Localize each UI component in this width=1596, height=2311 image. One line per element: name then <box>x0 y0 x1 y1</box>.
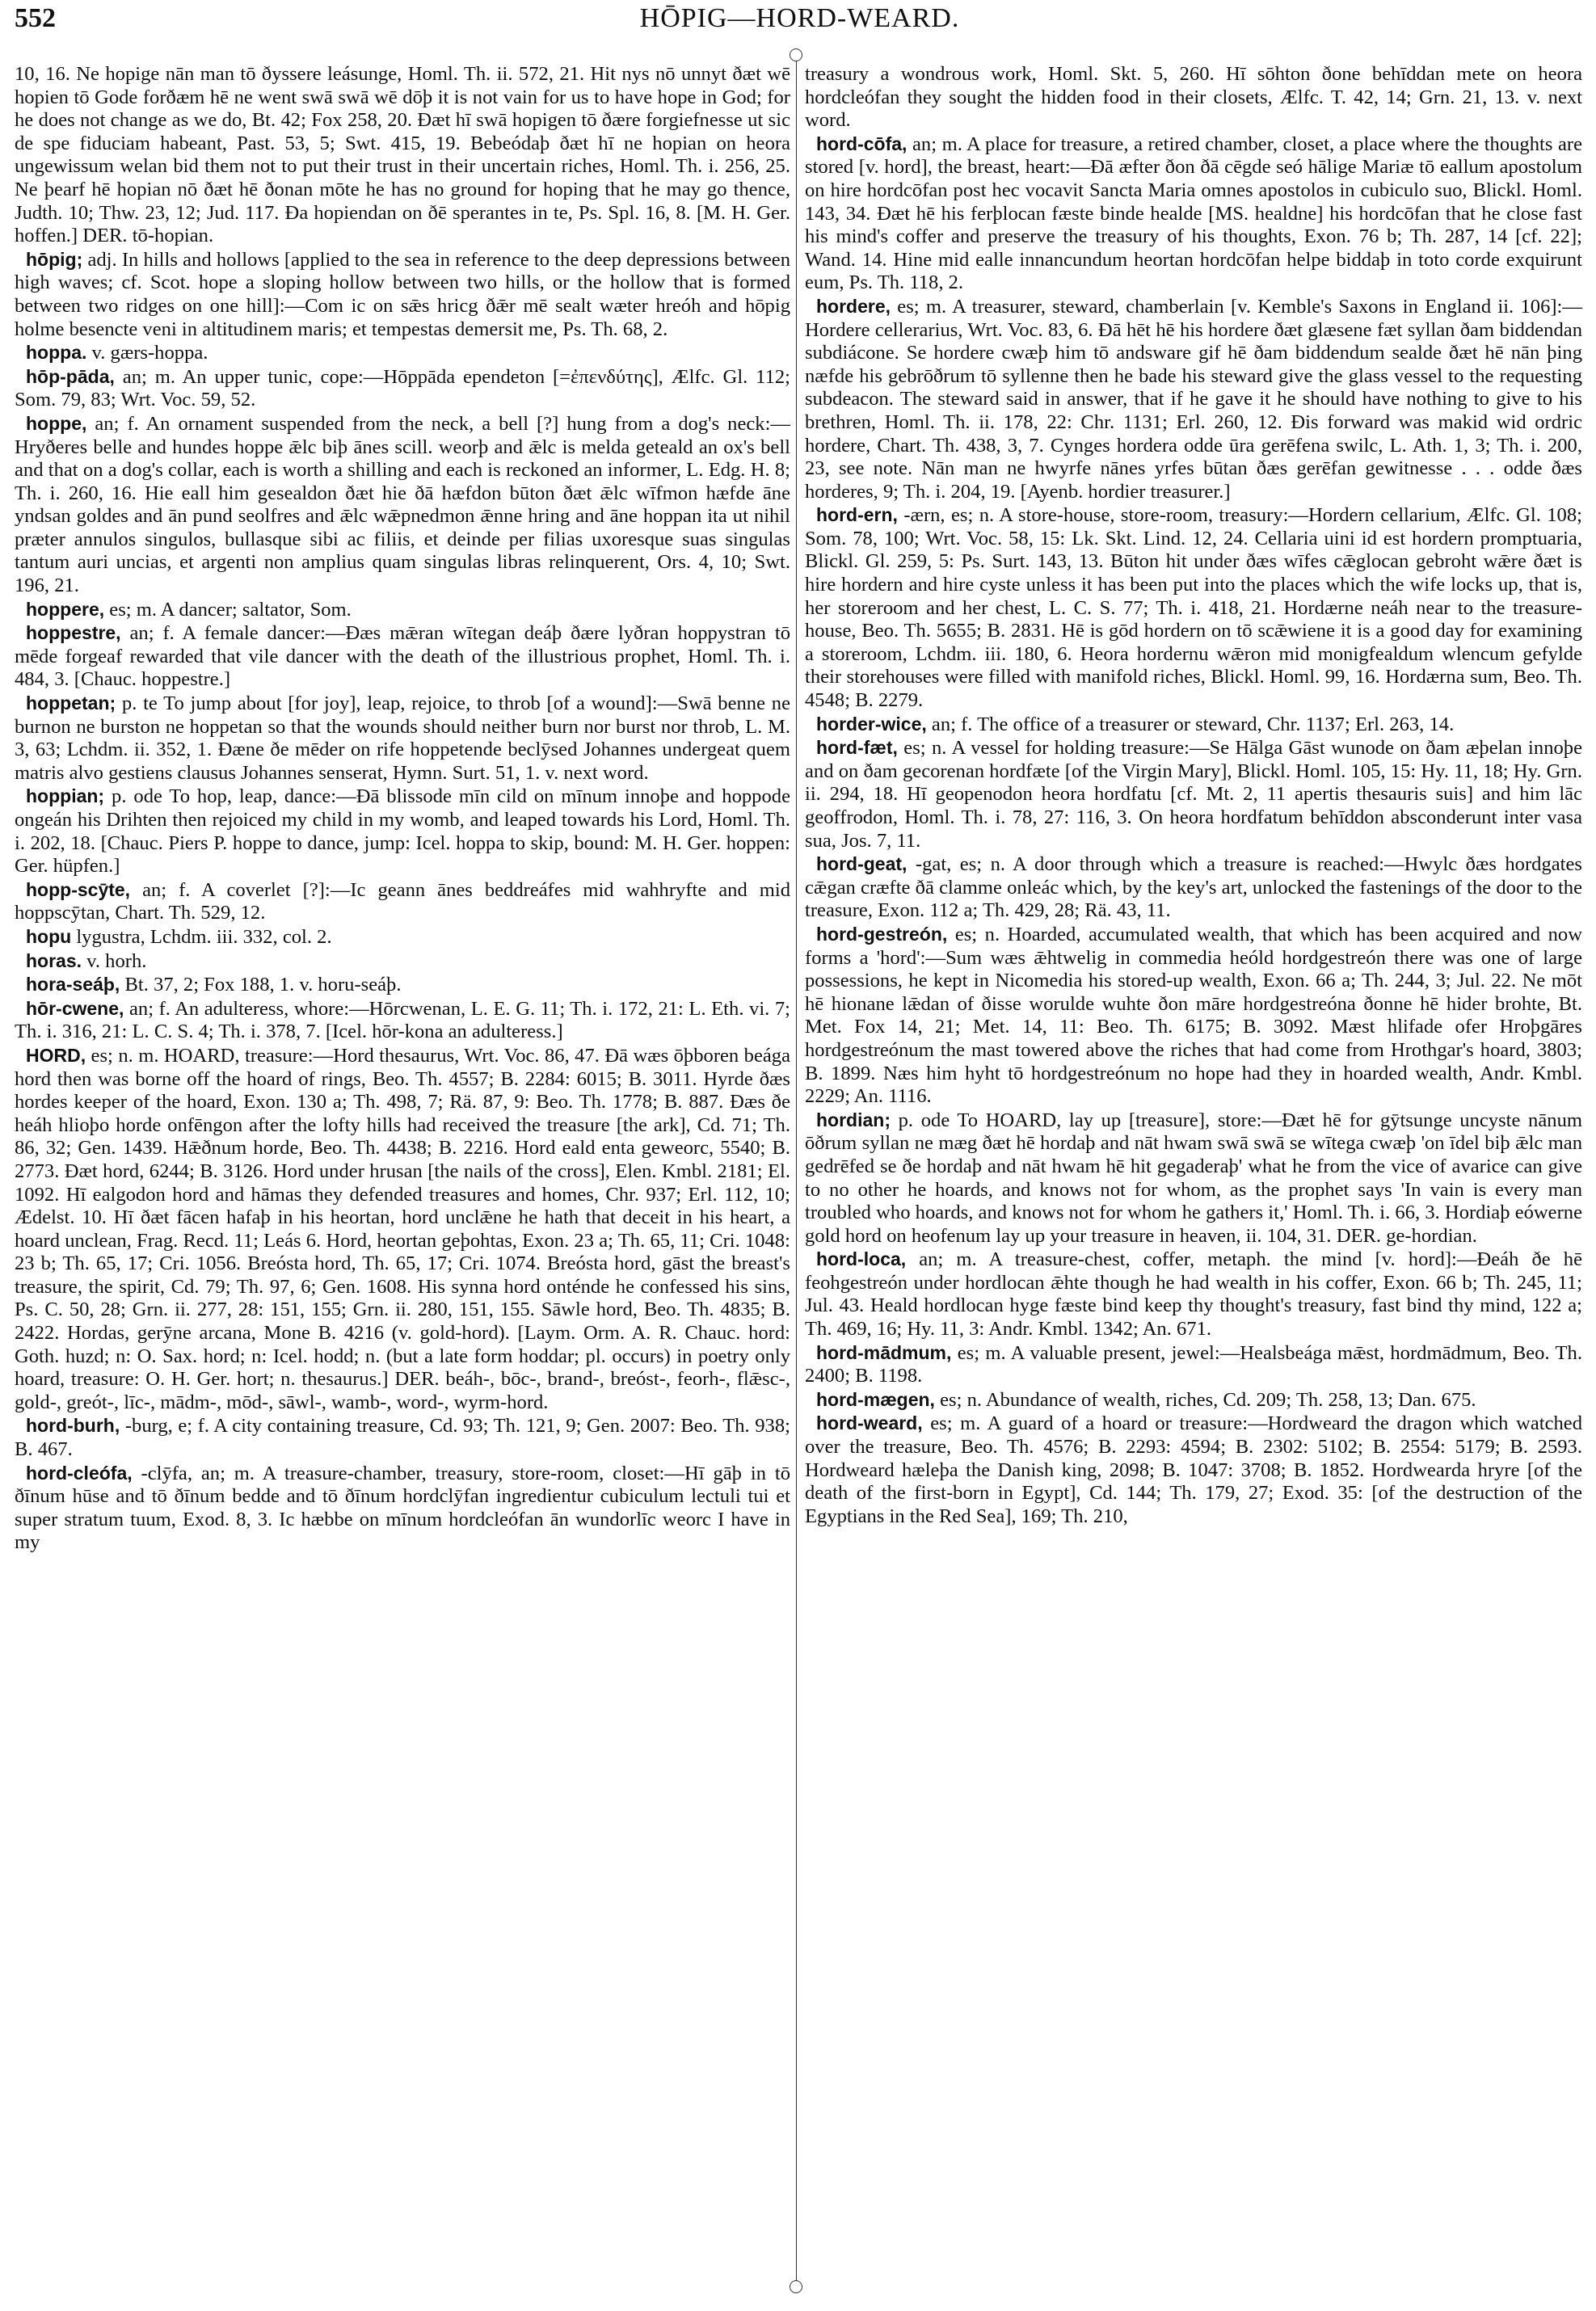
entry-text: es; n. Hoarded, accumulated wealth, that which has been acquired and now forms a 'hord':—Sum wæs ǣhtwelig in commedia heóld hordgestreón there was one of large possessions, he kept in Nicomedia his stored-up wealth, Exon. 66 a; Th. 244, 3; Jul. 22. Ne mōt hē hionane lǣdan of ðisse worulde wuhte ðon māre hordgestreóna ðonne hē hider brohte, Bt. Met. Fox 14, 21; Met. 14, 11: Beo. Th. 6175; B. 3092. Mæst hlifade ofer Hroþgāres hordgestreónum the mast towered above the riches that had come from Hrothgar's hoard, 3803; B. 1899. Næs him hyht tō hordgestreónum no hope had they in hoarded wealth, Andr. Kmbl. 2229; An. 1116. <box>805 923 1582 1108</box>
entry-text: -gat, es; n. A door through which a treasure is reached:—Hwylc ðæs hordgates cǣgan cræfte ðā clamme onleác which, by the key's art, unlocked the fastenings of the door to the treasure, Exon. 112 a; Th. 429, 28; Rä. 43, 11. <box>805 853 1582 922</box>
headword: hopp-scȳte, <box>26 878 131 900</box>
dictionary-entry <box>15 925 790 949</box>
divider-ornament-bottom <box>790 2280 802 2293</box>
headword: hopu <box>26 925 72 947</box>
left-column <box>15 63 790 1555</box>
dictionary-entry <box>805 923 1582 1109</box>
dictionary-entry <box>805 133 1582 295</box>
headword: hord-ern, <box>816 504 898 526</box>
dictionary-entry <box>805 1248 1582 1341</box>
divider-ornament-top <box>790 48 802 61</box>
dictionary-entry <box>805 1109 1582 1248</box>
dictionary-entry <box>15 878 790 925</box>
entry-text: es; m. A valuable present, jewel:—Healsbeága mǣst, hordmādmum, Beo. Th. 2400; B. 1198. <box>805 1341 1582 1387</box>
entry-text: p. ode To hop, leap, dance:—Ðā blissode mīn cild on mīnum innoþe and hoppode ongeán his Drihten then rejoiced my child in my womb, and leaped towards his Lord, Homl. Th. i. 202, 18. [Chauc. Piers P. hoppe to dance, jump: Icel. hoppa to skip, bound: M. H. Ger. hoppen: Ger. hüpfen.] <box>15 785 790 878</box>
headword: hord-gestreón, <box>816 923 948 945</box>
entry-text: p. te To jump about [for joy], leap, rejoice, to throb [of a wound]:—Swā benne ne burnon ne burston ne hoppetan so that the wounds should neither burn nor burst nor throb, L. M. 3, 63; Lchdm. ii. 352, 1. Ðæne ðe mēder on rife hoppetende beclȳsed Johannes undergeat quem matris alvo gestiens clausus Johannes senserat, Hymn. Surt. 51, 1. v. next word. <box>15 692 790 784</box>
entry-text: es; n. m. HOARD, treasure:—Hord thesaurus, Wrt. Voc. 86, 47. Ðā wæs ōþboren beága hord then was borne off the hoard of rings, Beo. Th. 4557; B. 2284: 6015; B. 3011. Hyrde ðæs hordes keeper of the hoard, Exon. 130 a; Th. 498, 7; Rä. 87, 9: Beo. Th. 1778; B. 887. Ðæs ðe heáh hlioþo horde onfēngon after the lofty hills had received the treasure [the ark], Cd. 71; Th. 86, 32; Gen. 1439. Hǣðnum horde, Beo. Th. 4438; B. 2216. Hord eald enta geweorc, 5540; B. 2773. Ðæt hord, 6244; B. 3126. Hord under hrusan [the nails of the cross], Elen. Kmbl. 2181; El. 1092. Hī ealgodon hord and hāmas they defended treasures and homes, Chr. 937; Erl. 112, 10; Ædelst. 10. Hī ðæt fācen hafaþ in his heortan, hord unclǣne he hath that deceit in his heart, a hoard unclean, Frag. Recd. 11; Leás 6. Hord, heortan geþohtas, Exon. 23 a; Th. 65, 11; Cri. 1048: 23 b; Th. 65, 17; Cri. 1056. Breósta hord, Th. 65, 17; Cri. 1074. Breósta hord, gāst the breast's treasure, the spirit, Cd. 79; Th. 97, 6; Gen. 1608. His synna hord onténde he confessed his sins, Ps. C. 50, 28; Grn. ii. 277, 28: 151, 155; Grn. ii. 280, 151, 155. Sāwle hord, Beo. Th. 4835; B. 2422. Hordas, gerȳne arcana, Mone B. 4216 (v. gold-hord). [Laym. Orm. A. R. Chauc. hord: Goth. huzd; n: O. Sax. hord; n: Icel. hodd; n. (but a late form hoddar; pl. occurs) in poetry only hoard, treasure: O. H. Ger. hort; n. thesaurus.] DER. beáh-, bōc-, brand-, breóst-, feorh-, flǣsc-, gold-, greót-, līc-, mādm-, mōd-, sāwl-, wamb-, word-, wyrm-hord. <box>15 1044 790 1413</box>
dictionary-entry <box>805 852 1582 923</box>
headword: hord-loca, <box>816 1248 907 1270</box>
headword: HORD, <box>26 1044 86 1066</box>
headword: hōr-cwene, <box>26 997 124 1019</box>
dictionary-entry <box>15 785 790 878</box>
entry-text: an; m. A place for treasure, a retired chamber, closet, a place where the thoughts are stored [v. hord], the breast, heart:—Ðā æfter ðon ðā cēgde seó hālige Mariæ tō eallum apostolum on hire hordcōfan post hec vocavit Sancta Maria omnes apostolos in cubiculo suo, Blickl. Homl. 143, 34. Ðæt hē his ferþlocan fæste binde healde [MS. healdne] his hordcōfan that he close fast his mind's coffer and preserve the treasury of his thoughts, Exon. 76 b; Th. 287, 14 [cf. 22]; Wand. 14. Hine mid ealle innancundum heortan hordcōfan helpe biddaþ in toto corde exquirunt eum, Ps. Th. 118, 2. <box>805 133 1582 294</box>
dictionary-entry <box>805 295 1582 503</box>
headword: hordian; <box>816 1109 891 1130</box>
entry-text: es; m. A dancer; saltator, Som. <box>104 598 352 621</box>
headword: hord-geat, <box>816 853 907 875</box>
entry-text: 10, 16. Ne hopige nān man tō ðyssere leásunge, Homl. Th. ii. 572, 21. Hit nys nō unnyt ðæt wē hopien tō Gode forðæm hē ne went swā swā wē dōþ it is not vain for us to have hope in God; for he does not change as we do, Bt. 42; Fox 258, 20. Ðæt hī swā hopigen tō ðære forgiefnesse ut sic de spe fiduciam habeant, Past. 53, 5; Swt. 415, 19. Bebeódaþ ðæt hī ne hopian on heora ungewissum welan bid them not to put their trust in their uncertain riches, Homl. Th. i. 256, 25. Ne þearf hē hopian nō ðæt hē ðonan mōte he has no ground for hoping that he may go thence, Judth. 10; Thw. 23, 12; Jud. 117. Ða hopiendan on ðē sperantes in te, Ps. Spl. 16, 8. [M. H. Ger. hoffen.] DER. tō-hopian. <box>15 63 790 247</box>
entry-text: -clȳfa, an; m. A treasure-chamber, treasury, store-room, closet:—Hī gāþ in tō ðīnum hūse and tō ðīnum bedde and tō ðīnum hordclȳfan ingredientur cubiculum lectuli tui et super stratum tuum, Exod. 8, 3. Ic hæbbe on mīnum hordcleófan ān wundorlīc weorc I have in my <box>15 1462 790 1554</box>
entry-text: v. horh. <box>82 949 147 972</box>
dictionary-entry <box>15 692 790 785</box>
headword: hora-seáþ, <box>26 974 120 996</box>
entry-text: adj. In hills and hollows [applied to the sea in reference to the deep depressions between high waves; cf. Scot. hope a sloping hollow between two hills, or the hollow that is formed between two ridges on one hill]:—Com ic on sǣs hricg ðǣr mē sealt wæter hreóh and hōpig holme besencte veni in altitudinem maris; et tempestas demersit me, Ps. Th. 68, 2. <box>15 248 790 340</box>
headword: hordere, <box>816 295 891 317</box>
headword: hoppa. <box>26 342 87 364</box>
entry-text: treasury a wondrous work, Homl. Skt. 5, 260. Hī sōhton ðone behīddan mete on heora hordcleófan they sought the hidden food in their closets, Ælfc. T. 42, 14; Grn. 21, 13. v. next word. <box>805 63 1582 132</box>
dictionary-entry <box>15 598 790 622</box>
dictionary-entry <box>15 63 790 248</box>
headword: hoppere, <box>26 598 105 620</box>
dictionary-entry <box>15 973 790 997</box>
entry-text: -burg, e; f. A city containing treasure, Cd. 93; Th. 121, 9; Gen. 2007: Beo. Th. 938; B. 467. <box>15 1415 790 1461</box>
dictionary-entry <box>805 1341 1582 1388</box>
headword: horas. <box>26 949 82 971</box>
dictionary-entry <box>15 621 790 692</box>
headword: hord-cōfa, <box>816 133 907 154</box>
dictionary-entry <box>15 365 790 412</box>
entry-text: lygustra, Lchdm. iii. 332, col. 2. <box>71 925 332 948</box>
dictionary-entry <box>15 1462 790 1555</box>
headword: horder-wice, <box>816 713 927 735</box>
entry-text: an; f. An ornament suspended from the neck, a bell [?] hung from a dog's neck:—Hryðeres belle and hundes hoppe ǣlc biþ ānes scill. weorþ and ǣlc is melda geteald an ox's bell and that on a dog's collar, each is worth a shilling and each is reckoned an informer, L. Edg. H. 8; Th. i. 260, 16. Hie eall him gesealdon ðæt hie ðā hæfdon būton ðæt ǣlc wīfmon hæfde āne yndsan goldes and ān pund seolfres and ǣlc wǣpnedmon ǣnne hring and āne hoppan ita ut nihil præter annulos singulos, bullasque sibi ac filiis, et deinde per filias uxoresque suas singulas tantum auri uncias, et argenti non amplius quam singulas libras relinquerent, Ors. 4, 10; Swt. 196, 21. <box>15 412 790 597</box>
entry-text: an; f. An adulteress, whore:—Hōrcwenan, L. E. G. 11; Th. i. 172, 21: L. Eth. vi. 7; Th. i. 316, 21: L. C. S. 4; Th. i. 378, 7. [Icel. hōr-kona an adulteress.] <box>15 997 790 1043</box>
entry-text: -ærn, es; n. A store-house, store-room, treasury:—Hordern cellarium, Ælfc. Gl. 108; Som. 78, 100; Wrt. Voc. 58, 15: Lk. Skt. Lind. 12, 24. Cellaria uini id est hordern promptuaria, Blickl. Gl. 259, 5: Ps. Surt. 143, 13. Būton hit under ðæs wīfes cǣglocan gebroht wǣre ðæt is hire hordern and hire cyste unless it has been put into the places which the wife locks up, that is, her storeroom and her chest, L. C. S. 77; Th. i. 418, 21. Hordærne neáh near to the treasure-house, Beo. Th. 5655; B. 2831. Hē is gōd hordern on tō scǣwiene it is a good day for examining a storeroom, Lchdm. iii. 180, 6. Heora hordernu wǣron mid monigfealdum wlencum gefylde their storehouses were filled with manifold riches, Blickl. Homl. 99, 16. Hordærna sum, Beo. Th. 4548; B. 2279. <box>805 504 1582 712</box>
headword: hoppetan; <box>26 692 116 714</box>
page-number: 552 <box>15 3 56 33</box>
dictionary-entry <box>15 1044 790 1415</box>
entry-text: es; m. A guard of a hoard or treasure:—Hordweard the dragon which watched over the treasure, Beo. Th. 4576; B. 2293: 4594; B. 2302: 5102; B. 2554: 5179; B. 2593. Hordweard hæleþa the Danish king, 2098; B. 1047: 3708; B. 1852. Hordwearda hryre [of the death of the first-born in Egypt], Cd. 144; Th. 179, 27; Exod. 35: [of the destruction of the Egyptians in the Red Sea], 169; Th. 210, <box>805 1412 1582 1527</box>
entry-text: es; m. A treasurer, steward, chamberlain [v. Kemble's Saxons in England ii. 106]:—Hordere cellerarius, Wrt. Voc. 83, 6. Ðā hēt hē his hordere ðæt glæsene fæt syllan ðam biddendan subdiácone. Se hordere cwæþ him tō andsware gif hē ðam biddendum sealde ðæt hē nān þing næfde his gebrōðrum tō syllenne then he bade his steward give the glass vessel to the requesting subdeacon. The steward said in answer, that if he gave it he should have nothing to give to his brethren, Homl. Th. ii. 178, 22: Chr. 1131; Erl. 260, 12. Ðis forward was makid wid ordric hordere, Chart. Th. 438, 3, 7. Cynges hordera odde ūra gerēfena swilc, L. Ath. 1, 3; Th. i. 200, 23, see note. Nān man ne hwyrfe nānes yrfes būtan ðæs gerēfan gewitnesse . . . odde ðæs horderes, 9; Th. i. 204, 19. [Ayenb. hordier treasurer.] <box>805 295 1582 503</box>
entry-text: es; n. A vessel for holding treasure:—Se Hālga Gāst wunode on ðam æþelan innoþe and on ðam gecorenan hordfæte [of the Virgin Mary], Blickl. Homl. 105, 15: Hy. 11, 18; Hy. Grn. ii. 294, 18. Hī geopenodon heora hordfatu [cf. Mt. 2, 11 apertis thesauris suis] and him lāc geoffrodon, Homl. Th. i. 78, 27: 116, 3. On heora hordfatum behīddon absconderunt inter vasa sua, Jos. 7, 11. <box>805 737 1582 852</box>
headword: hord-mādmum, <box>816 1341 952 1363</box>
entry-text: an; f. The office of a treasurer or steward, Chr. 1137; Erl. 263, 14. <box>926 713 1455 735</box>
dictionary-entry <box>805 1388 1582 1412</box>
headword: hord-fæt, <box>816 737 898 759</box>
dictionary-entry <box>15 248 790 341</box>
dictionary-entry <box>805 736 1582 852</box>
dictionary-entry <box>15 412 790 598</box>
dictionary-entry <box>15 997 790 1044</box>
entry-text: an; m. A treasure-chest, coffer, metaph. the mind [v. hord]:—Ðeáh ðe hē feohgestreón under hordlocan ǣhte though he had wealth in his coffer, Exon. 66 b; Th. 245, 11; Jul. 43. Heald hordlocan hyge fæste bind keep thy thought's treasury, fast bind thy mind, 122 a; Th. 469, 16; Hy. 11, 3: Andr. Kmbl. 1342; An. 671. <box>805 1248 1582 1341</box>
entry-text: an; m. An upper tunic, cope:—Hōppāda ependeton [=ἐπενδύτης], Ælfc. Gl. 112; Som. 79, 83; Wrt. Voc. 59, 52. <box>15 365 790 411</box>
dictionary-entry <box>805 63 1582 133</box>
headword: hord-mægen, <box>816 1388 935 1410</box>
headword: hord-burh, <box>26 1415 120 1437</box>
dictionary-entry <box>15 1414 790 1461</box>
headword: hord-weard, <box>816 1412 923 1434</box>
dictionary-entry <box>805 713 1582 737</box>
dictionary-entry <box>15 341 790 365</box>
page-title: HŌPIG—HORD-WEARD. <box>639 3 960 33</box>
headword: hoppian; <box>26 785 105 807</box>
headword: hoppestre, <box>26 622 121 644</box>
headword: hōpig; <box>26 248 83 270</box>
entry-text: p. ode To HOARD, lay up [treasure], store:—Ðæt hē for gȳtsunge uncyste nānum ōðrum syllan ne mæg ðæt hē hordaþ and nāt hwam swā swā se wītega cwæþ 'on īdel biþ ǣlc man gedrēfed se ðe hordaþ and nāt hwam hē hit gegaderaþ' what he from the vice of avarice can give to no other he hoards, and knows not for whom, as the prophet says 'In vain is every man troubled who hoards, and knows not for whom he gathers it,' Homl. Th. i. 66, 3. Hordiaþ eówerne gold hord on heofenum lay up your treasure in heaven, ii. 104, 31. DER. ge-hordian. <box>805 1109 1582 1247</box>
entry-text: an; f. A coverlet [?]:—Ic geann ānes beddreáfes mid wahhryfte and mid hoppscȳtan, Chart. Th. 529, 12. <box>15 878 790 924</box>
entry-text: v. gærs-hoppa. <box>86 342 208 364</box>
right-column <box>805 63 1582 1528</box>
headword: hord-cleófa, <box>26 1462 133 1484</box>
page-header <box>15 3 1585 39</box>
headword: hōp-pāda, <box>26 365 115 387</box>
headword: hoppe, <box>26 412 87 434</box>
entry-text: Bt. 37, 2; Fox 188, 1. v. horu-seáþ. <box>120 974 402 996</box>
column-divider <box>796 57 797 2287</box>
dictionary-entry <box>15 949 790 974</box>
entry-text: es; n. Abundance of wealth, riches, Cd. 209; Th. 258, 13; Dan. 675. <box>934 1388 1476 1411</box>
entry-text: an; f. A female dancer:—Ðæs mǣran wītegan deáþ ðære lyðran hoppystran tō mēde forgeaf rewarded that vile dancer with the death of the illustrious prophet, Homl. Th. i. 484, 3. [Chauc. hoppestre.] <box>15 622 790 691</box>
dictionary-entry <box>805 1412 1582 1528</box>
dictionary-entry <box>805 503 1582 712</box>
